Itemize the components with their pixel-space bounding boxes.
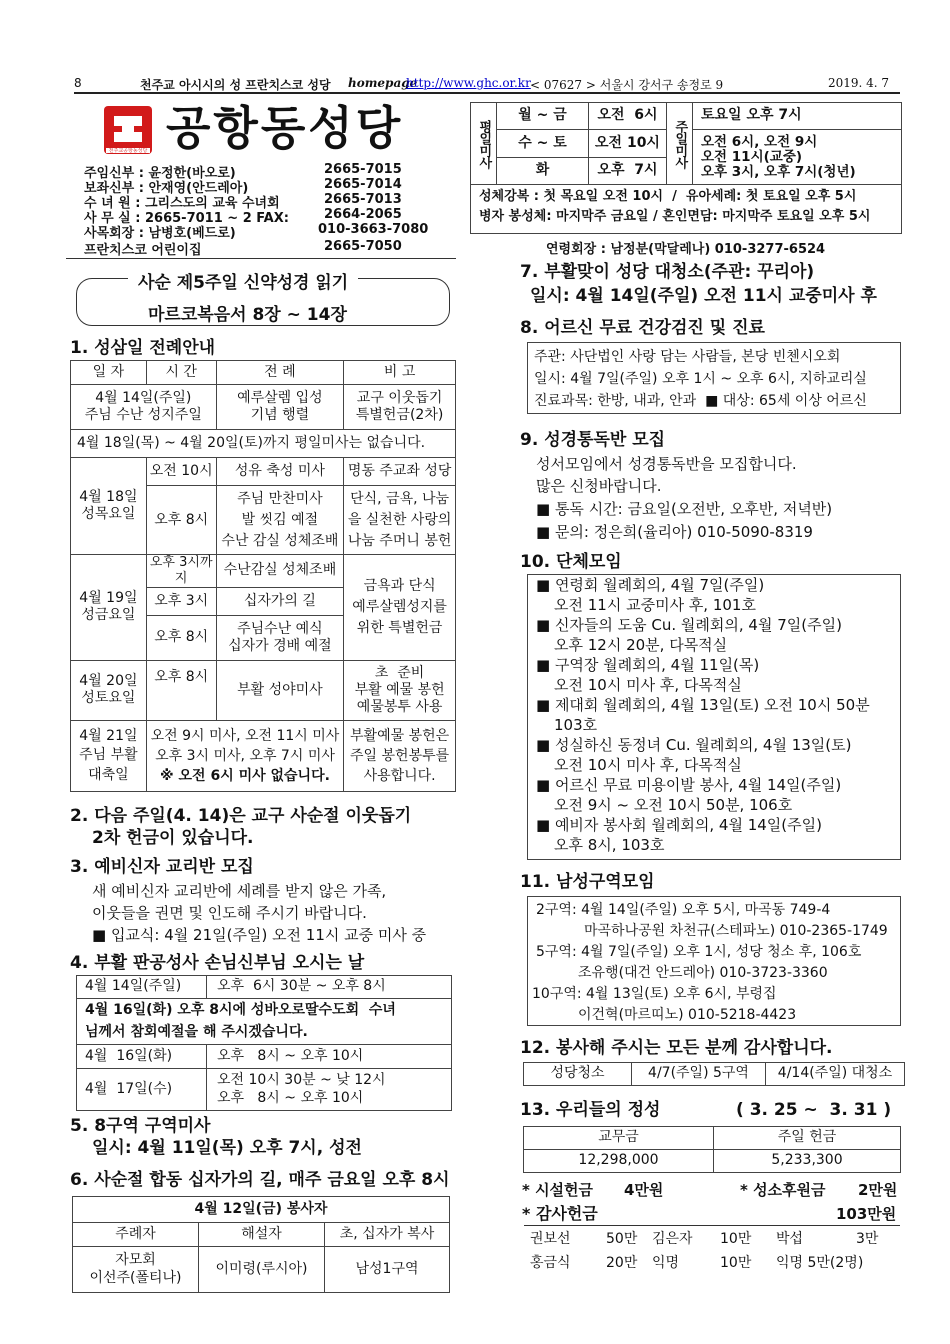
offering-table: 교무금 주일 헌금 12,298,000 5,233,300 [523, 1126, 901, 1173]
page-header [74, 76, 900, 92]
weekday-mass-label: 평일미사 [471, 103, 497, 185]
church-logo [104, 106, 152, 154]
homepage-link[interactable]: http://www.ghc.or.kr [406, 76, 531, 90]
section-9-title: 9. 성경통독반 모집 [520, 430, 666, 450]
sacred-label: * 성소후원금 [740, 1181, 826, 1199]
section-1-title: 1. 성삼일 전례안내 [70, 338, 216, 358]
staff-row: 사 무 실 : 2665-7011 ~ 2 FAX: 2664-2065 [84, 207, 402, 226]
confession-table: 4월 14일(주일) 오후 6시 30분 ~ 오후 8시 4월 16일(화) 오후 8시에 성바오로딸수도회 수녀 님께서 참회예절을 해 주시겠습니다. 4월 16일(화) 오후 8시 ~ 오후 10시 4월 17일(수) 오전 10시 30분 ~ 낮 12시 오후 8시 ~ 오후 10시 [76, 975, 452, 1111]
section-10-title: 10. 단체모임 [520, 552, 622, 572]
thanks-total: 103만원 [836, 1205, 897, 1223]
section-11-title: 11. 남성구역모임 [520, 872, 655, 892]
section-4-title: 4. 부활 판공성사 손님신부님 오시는 날 [70, 953, 365, 973]
left-column-rule [66, 258, 456, 259]
section-7-line: 일시: 4월 14일(주일) 오전 11시 교중미사 후 [530, 286, 877, 306]
sunday-mass-label: 주일미사 [667, 103, 693, 185]
church-org: 천주교 아시시의 성 프란치스코 성당 [140, 78, 331, 92]
thanks-label: * 감사헌금 [522, 1204, 598, 1223]
section-12-title: 12. 봉사해 주시는 모든 분께 감사합니다. [520, 1038, 833, 1058]
staff-row: 프란치스코 어린이집 2665-7050 [84, 239, 402, 258]
logo-seal-text: 천주교공항동성당 [108, 148, 148, 154]
volunteer-table: 성당청소 4/7(주일) 5구역 4/14(주일) 대청소 [523, 1062, 905, 1086]
staff-row: 사목회장 : 남병호(베드로) 010-3663-7080 [84, 222, 429, 241]
section-5-title: 5. 8구역 구역미사 [70, 1116, 211, 1136]
triduum-table: 일 자 시 간 전 례 비 고 4월 14일(주일) 주님 수난 성지주일 예루살렘 입성 기념 행렬 교구 이웃돕기 특별헌금(2차) 4월 18일(목) ~ 4월 20일(토)까지 평일미사는 없습니다. 4월 18일 성목요일 오전 10시 성유 축성 미사 명동 주교좌 성당 오후 8시 주님 만찬미사 발 씻김 예절 수난 감실 성체조배 단식, 금욕, 나눔 을 실천한 사랑의 나눔 주머니 봉헌 4월 19일 성금요일 오후 3시까지 수난감실 성체조배 금욕과 단식 예루살렘성지를 위한 특별헌금 오후 3시 십자가의 길 오후 8시 주님수난 예식 십자가 경배 예절 4월 20일 성토요일 오후 8시 부활 성야미사 초 준비 부활 예물 봉헌 예물봉투 사용 4월 21일 주님 부활 대축일 오전 9시 미사, 오전 11시 미사 오후 3시 미사, 오후 7시 미사 ※ 오전 6시 미사 없습니다. 부활예물 봉헌은 주일 봉헌봉투를 사용합니다. [70, 360, 456, 792]
section-7-title: 7. 부활맞이 성당 대청소(주관: 꾸리아) [520, 262, 815, 282]
section-2-line2: 2차 헌금이 있습니다. [92, 828, 254, 848]
mass-notes: 성체강복 : 첫 목요일 오전 10시 / 유아세례: 첫 토요일 오후 5시 병자 봉성체: 마지막주 금요일 / 혼인면담: 마지막주 토요일 오후 5시 [470, 183, 902, 234]
federation-head: 연령회장 : 남정분(막달레나) 010-3277-6524 [546, 242, 826, 257]
facility-label: * 시설헌금 [522, 1181, 594, 1199]
health-check-box: 주관: 사단법인 사랑 담는 사람들, 본당 빈첸시오회 일시: 4월 7일(주일) 오후 1시 ~ 오후 6시, 지하교리실 진료과목: 한방, 내과, 안과 ■ 대상: 65세 이상 어르신 [527, 342, 901, 414]
group-meetings-box: ■ 연령회 월례회의, 4월 7일(주일) 오전 11시 교중미사 후, 101호 ■ 신자들의 도움 Cu. 월례회의, 4월 7일(주일) 오후 12시 20분, 다목적실 ■ 구역장 월례회의, 4월 11일(목) 오전 10시 미사 후, 다목적실 ■ 제대회 월례회의, 4월 13일(토) 오전 10시 50분 103호 ■ 성실하신 동정녀 Cu. 월례회의, 4월 13일(토) 오전 10시 미사 후, 다목적실 ■ 어르신 무료 미용이발 봉사, 4월 14일(주일) 오전 9시 ~ 오전 10시 50분, 106호 ■ 예비자 봉사회 월례회의, 4월 14일(주일) 오후 8시, 103호 [527, 574, 901, 860]
header-rule [74, 92, 900, 94]
banner-title: 사순 제5주일 신약성경 읽기 [128, 268, 358, 293]
page-number: 8 [74, 76, 82, 90]
section-2-line1: 2. 다음 주일(4. 14)은 교구 사순절 이웃돕기 [70, 806, 412, 826]
facility-amount: 4만원 [624, 1181, 664, 1199]
staff-row: 주임신부 : 윤정한(바오로) 2665-7015 [84, 162, 402, 181]
reading-banner [76, 266, 450, 326]
triduum-notice: 4월 18일(목) ~ 4월 20일(토)까지 평일미사는 없습니다. [71, 429, 456, 457]
section-3-title: 3. 예비신자 교리반 모집 [70, 857, 254, 877]
staff-row: 보좌신부 : 안재영(안드레아) 2665-7014 [84, 177, 402, 196]
section-6-title: 6. 사순절 합동 십자가의 길, 매주 금요일 오후 8시 [70, 1170, 450, 1190]
banner-reading: 마르코복음서 8장 ~ 14장 [148, 305, 347, 325]
mass-schedule-table: 평일미사 월 ~ 금 오전 6시 주일미사 토요일 오후 7시 수 ~ 토 오전 10시 오전 6시, 오전 9시 오전 11시(교중) 오후 3시, 오후 7시(청년) 화 오후 7시 [470, 102, 902, 185]
church-address: < 07627 > 서울시 강서구 송정로 9 [530, 78, 724, 92]
staff-row: 수 녀 원 : 그리스도의 교육 수녀회 2665-7013 [84, 192, 402, 211]
section-5-line: 일시: 4월 11일(목) 오후 7시, 성전 [92, 1138, 362, 1158]
offering-period: ( 3. 25 ~ 3. 31 ) [736, 1100, 892, 1120]
sacred-amount: 2만원 [858, 1181, 898, 1199]
section-8-title: 8. 어르신 무료 건강검진 및 진료 [520, 318, 765, 338]
church-title: 공항동성당 [166, 101, 404, 155]
section-13-title: 13. 우리들의 정성 [520, 1100, 661, 1120]
thanks-donors-table: 권보선 50만 김은자 10만 박섭 3만 홍금식 20만 익명 10만 익명 5만(2명) [530, 1231, 879, 1272]
issue-date: 2019. 4. 7 [828, 76, 890, 90]
men-district-box: 2구역: 4월 14일(주일) 오후 5시, 마곡동 749-4 마곡하나공원 차천규(스테파노) 010-2365-1749 5구역: 4월 7일(주일) 오후 1시, 성당 청소 후, 106호 조유행(대건 안드레아) 010-3723-3360 10구역: 4월 13일(토) 오후 6시, 부령집 이건혁(마르띠노) 010-5218-4423 [527, 896, 901, 1026]
stations-table: 4월 12일(금) 봉사자 주례자 해설자 초, 십자가 복사 자모회 이선주(폴티나) 이미령(루시아) 남성1구역 [72, 1196, 450, 1293]
homepage-label: homepage [348, 76, 418, 90]
